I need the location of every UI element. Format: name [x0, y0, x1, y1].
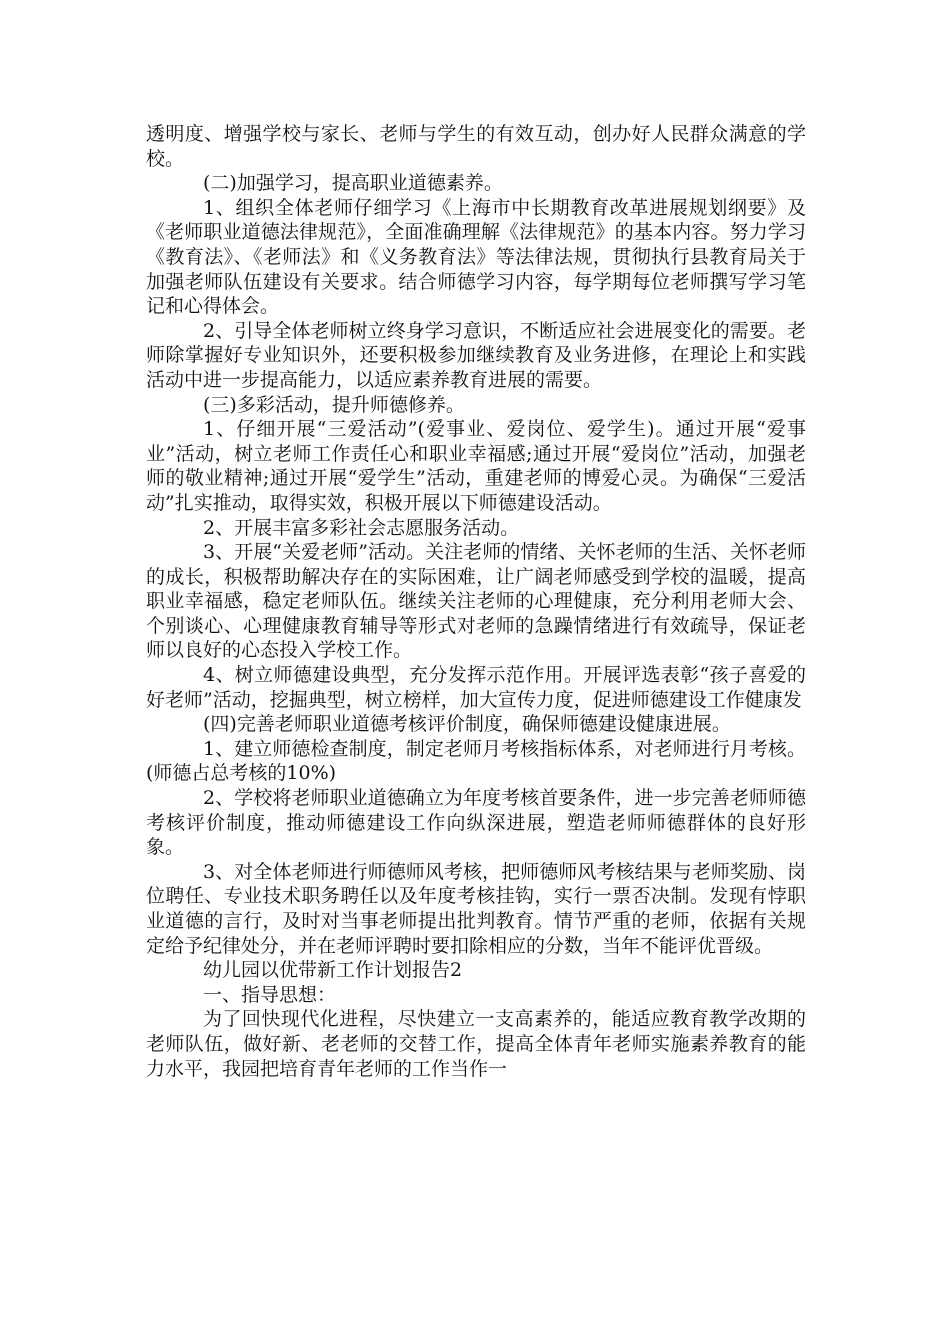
- paragraph-3-2: 2、开展丰富多彩社会志愿服务活动。: [203, 516, 520, 539]
- paragraph-3-1: 1、仔细开展“三爱活动”(爱事业、爱岗位、爱学生)。通过开展“爱事业”活动，树立老师工作责任心和职业幸福感;通过开展“爱岗位”活动，加强老师的敬业精神;通过开展“爱学生”活动，重建老师的博爱心灵。为确保“三爱活动”扎实推动，取得实效，积极开展以下师德建设活动。: [146, 418, 806, 514]
- paragraph-3-4: 4、树立师德建设典型，充分发挥示范作用。开展评选表彰“孩子喜爱的好老师”活动，挖掘典型，树立榜样，加大宣传力度，促进师德建设工作健康发: [146, 664, 806, 711]
- section-heading-3: (三)多彩活动，提升师德修养。: [203, 393, 465, 416]
- report-title: 幼儿园以优带新工作计划报告2: [203, 959, 463, 982]
- paragraph-4-3: 3、对全体老师进行师德师风考核，把师德师风考核结果与老师奖励、岗位聘任、专业技术职务聘任以及年度考核挂钩，实行一票否决制。发现有悖职业道德的言行，及时对当事老师提出批判教育。情节严重的老师，依据有关规定给予纪律处分，并在老师评聘时要扣除相应的分数，当年不能评优晋级。: [146, 860, 806, 957]
- paragraph-4-1: 1、建立师德检查制度，制定老师月考核指标体系，对老师进行月考核。(师德占总考核的10%): [146, 737, 806, 785]
- paragraph-2-2: 2、引导全体老师树立终身学习意识，不断适应社会进展变化的需要。老师除掌握好专业知识外，还要积极参加继续教育及业务进修，在理论上和实践活动中进一步提高能力，以适应素养教育进展的需要。: [146, 319, 806, 391]
- paragraph-2-1: 1、组织全体老师仔细学习《上海市中长期教育改革进展规划纲要》及《老师职业道德法律规范》，全面准确理解《法律规范》的基本内容。努力学习《教育法》、《老师法》和《义务教育法》等法律法规，贯彻执行县教育局关于加强老师队伍建设有关要求。结合师德学习内容，每学期每位老师撰写学习笔记和心得体会。: [146, 196, 806, 318]
- paragraph-4-2: 2、学校将老师职业道德确立为年度考核首要条件，进一步完善老师师德考核评价制度，推动师德建设工作向纵深进展，塑造老师师德群体的良好形象。: [146, 787, 806, 859]
- section-heading-guiding-thought: 一、指导思想：: [203, 983, 337, 1006]
- paragraph-3-3: 3、开展“关爱老师”活动。关注老师的情绪、关怀老师的生活、关怀老师的成长，积极帮助解决存在的实际困难，让广阔老师感受到学校的温暖，提高职业幸福感，稳定老师队伍。继续关注老师的心理健康，充分利用老师大会、个别谈心、心理健康教育辅导等形式对老师的急躁情绪进行有效疏导，保证老师以良好的心态投入学校工作。: [146, 541, 806, 662]
- paragraph-intro-continuation: 透明度、增强学校与家长、老师与学生的有效互动，创办好人民群众满意的学校。: [146, 123, 806, 170]
- section-heading-2: (二)加强学习，提高职业道德素养。: [203, 172, 503, 195]
- paragraph-guiding-thought: 为了回快现代化进程，尽快建立一支高素养的，能适应教育教学改期的老师队伍，做好新、老老师的交替工作，提高全体青年老师实施素养教育的能力水平，我园把培育青年老师的工作当作一: [146, 1008, 806, 1080]
- section-heading-4: (四)完善老师职业道德考核评价制度，确保师德建设健康进展。: [203, 713, 731, 736]
- document-page: [146, 122, 806, 1081]
